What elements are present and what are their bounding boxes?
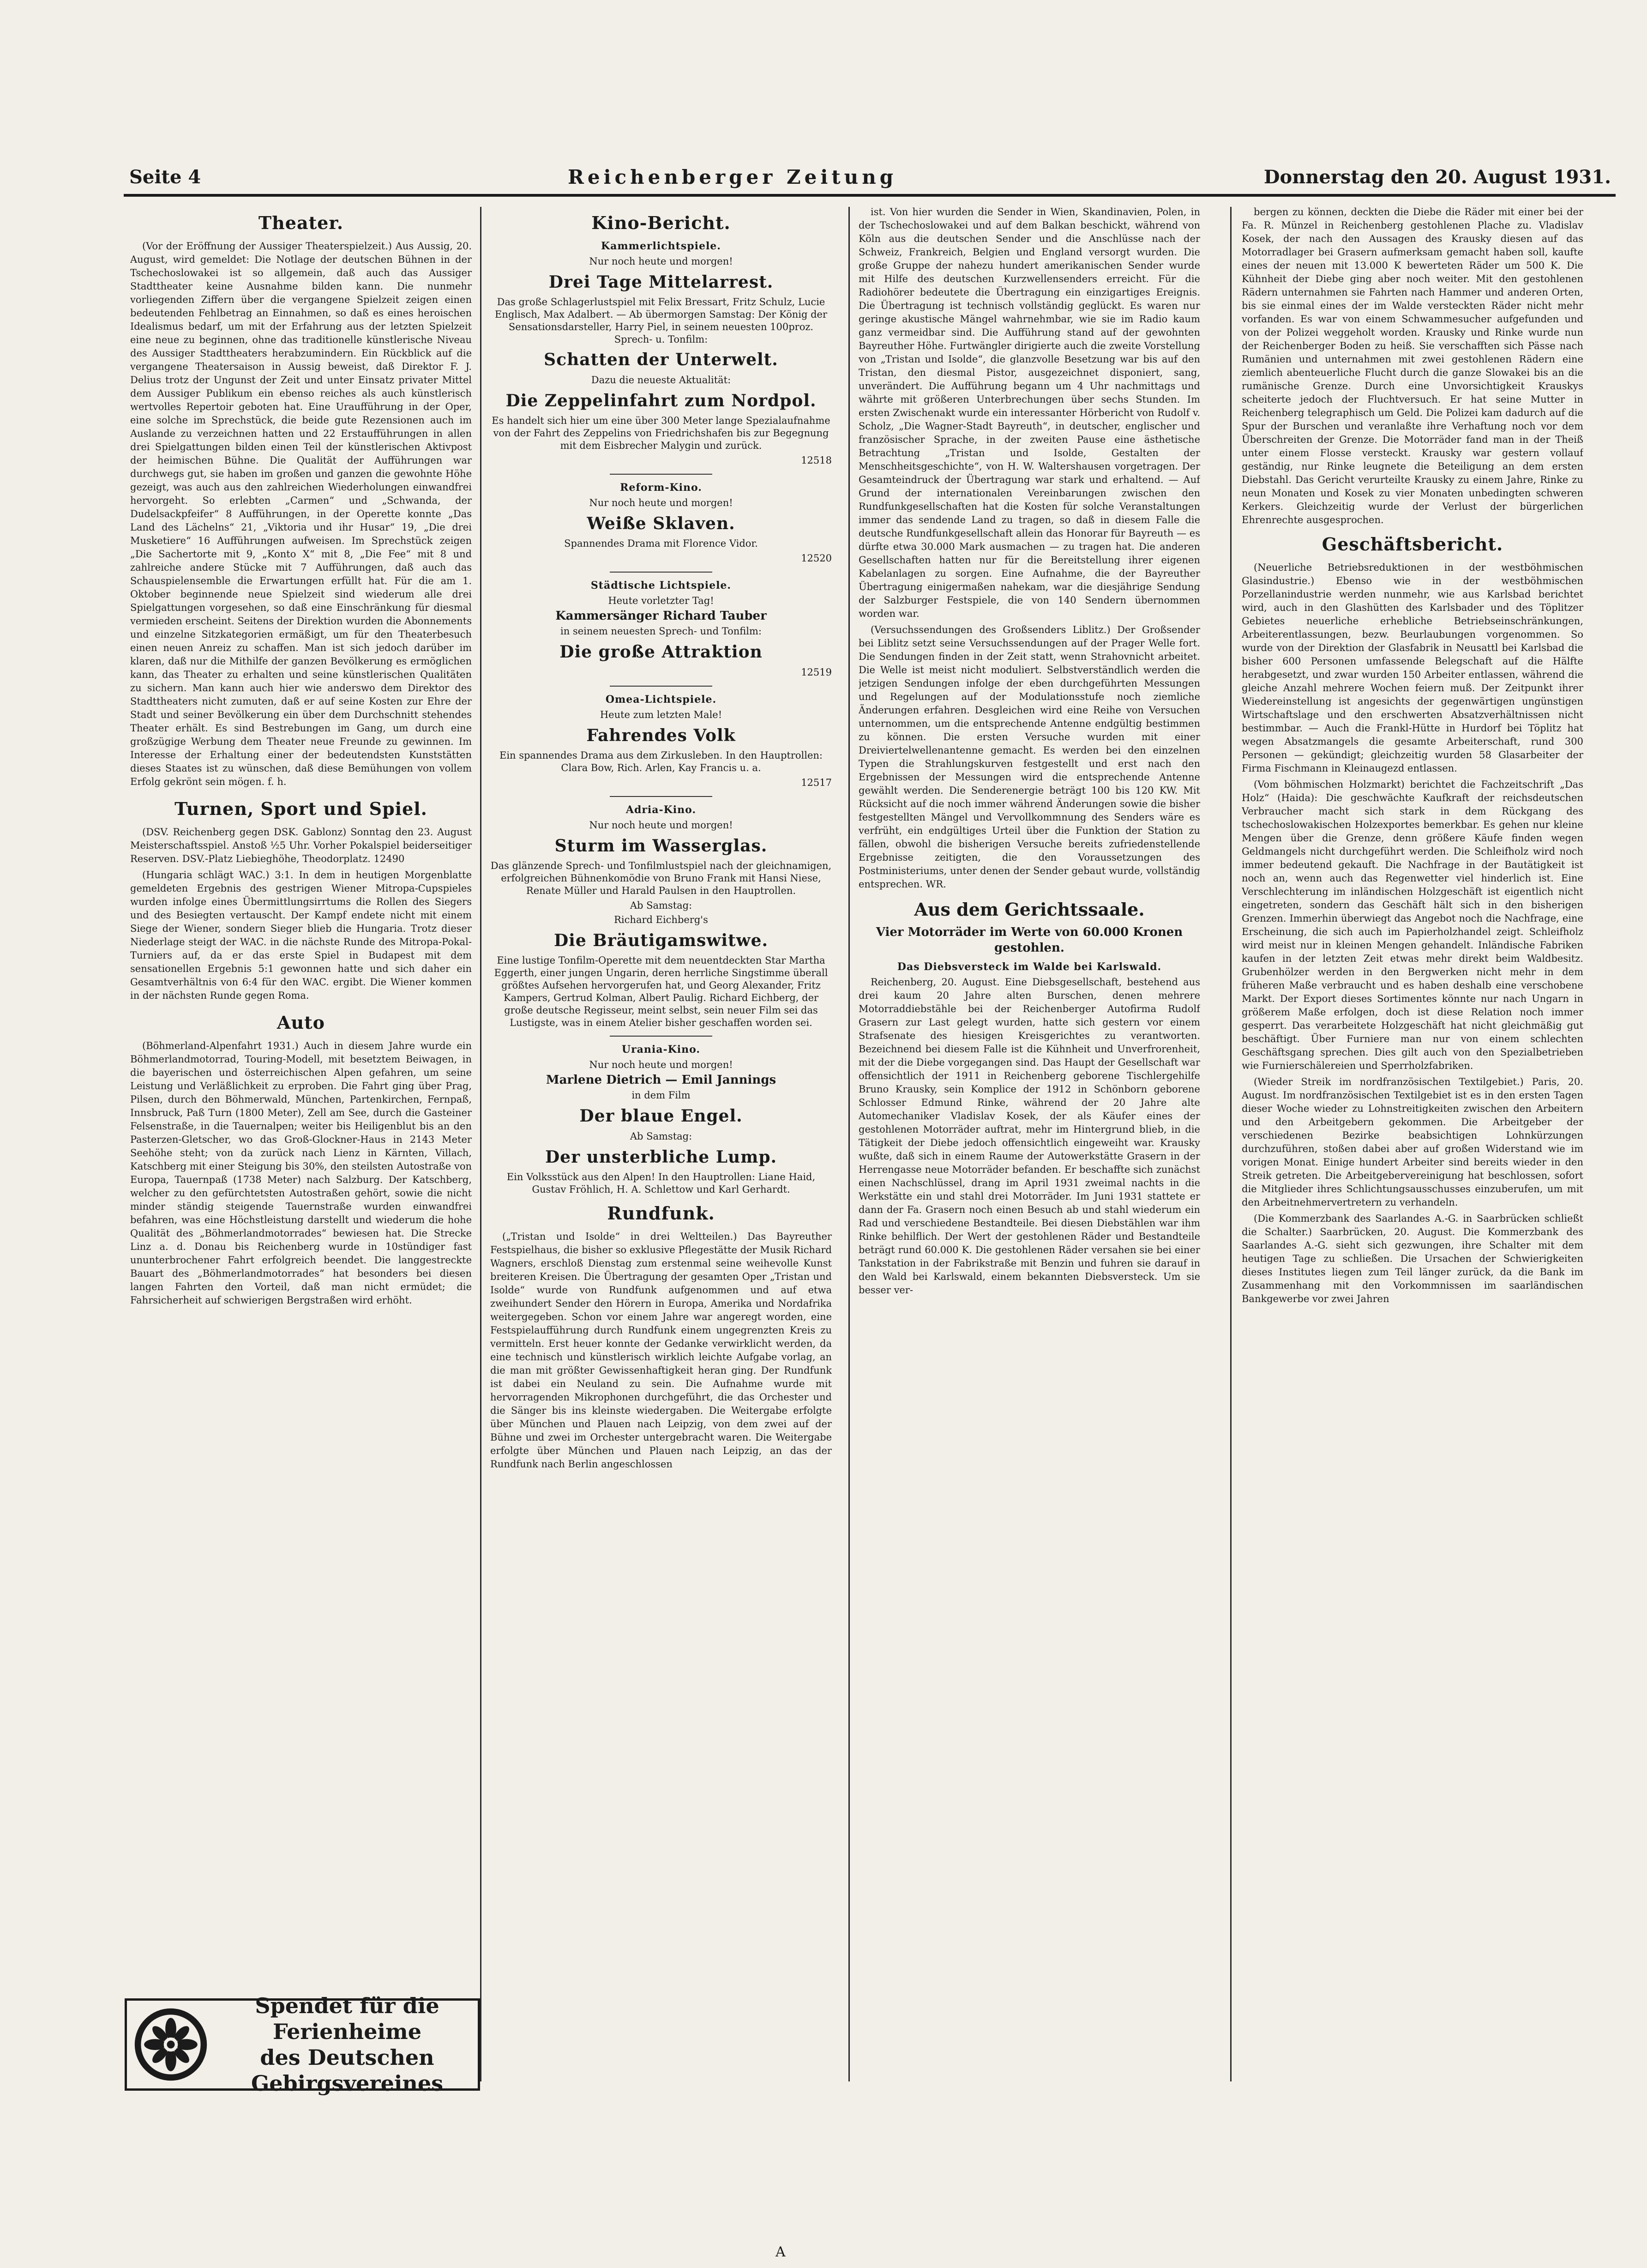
film-note: Richard Eichberg's xyxy=(614,914,708,925)
ad-line: Spendet für die xyxy=(255,1993,439,2018)
film-description: Ein spannendes Drama aus dem Zirkusleben. In den Hauptrollen: Clara Bow, Rich. Arlen, Kay Francis u. a. xyxy=(499,750,823,773)
film-description: Das große Schlagerlustspiel mit Felix Bressart, Fritz Schulz, Lucie Englisch, Max Adalbert. — Ab übermorgen Samstag: Der König der Sensationsdarsteller, Harry Piel, in seinem neuesten 100proz. Sprech- u. Tonfilm: xyxy=(494,296,828,345)
separator xyxy=(610,686,712,687)
ad-number: 12520 xyxy=(801,553,832,564)
theater-article: (Vor der Eröffnung der Aussiger Theaterspielzeit.) Aus Aussig, 20. August, wird gemeldet: Die Notlage der deutschen Bühnen in der Tschechoslowakei ist so allgemein, daß auch das Aussiger Stadttheater keine Ausnahme bilden kann. Die nunmehr vorliegenden Ziffern über die vergangene Spielzeit zeigen einen bedeutenden Fehlbetrag an Einnahmen, so daß es eines heroischen Idealismus bedarf, um mit der Erfahrung aus der letzten Spielzeit eine neue zu beginnen, ohne das traditionelle künstlerische Niveau des Aussiger Stadttheaters herabzumindern. Ein Rückblick auf die vergangene Theatersaison in Aussig beweist, daß Direktor F. J. Delius trotz der Ungunst der Zeit und unter Einsatz privater Mittel dem Aussiger Publikum ein ebenso reiches als auch künstlerisch wertvolles Repertoir geboten hat. Eine Uraufführung in der Oper, eine solche im Sprechstück, die beide gute Rezensionen auch im Auslande zu verzeichnen hatten und 22 Erstaufführungen in allen drei Spielgattungen bilden einen Teil der künstlerischen Aktivpost der heimischen Bühne. Die Qualität der Aufführungen war durchwegs gut, sie haben im großen und ganzen die gewohnte Höhe gezeigt, was auch aus den zahlreichen Wiederholungen einwandfrei hervorgeht. So erlebten „Carmen“ und „Schwanda, der Dudelsackpfeifer“ 8 Aufführungen, in der Operette konnte „Das Land des Lächelns“ 21, „Viktoria und ihr Husar“ 19, „Die drei Musketiere“ 16 Aufführungen aufweisen. Im Sprechstück zeigen „Die Sachertorte mit 9, „Konto X“ mit 8, „Die Fee“ mit 8 und zahlreiche andere Stücke mit 7 Aufführungen, daß auch das Schauspielensemble die Erwartungen erfüllt hat. Für die am 1. Oktober beginnende neue Spielzeit sind wiederum alle drei Spielgattungen vorgesehen, so daß eine Einschränkung für diesmal vermieden erscheint. Seitens der Direktion wurden die Abonnements und einzelne Sitzkategorien ermäßigt, um für den Theaterbesuch einen neuen Anreiz zu schaffen. Man ist sich jedoch darüber im klaren, daß nur die Mithilfe der ganzen Bevölkerung es ermöglichen kann, das Theater zu erhalten und seine künstlerischen Qualitäten zu sichern. Man kann auch hier wie anderswo dem Direktor des Stadttheaters nicht zumuten, daß er auf seine Kosten zur Ehre der Stadt und seiner Bevölkerung ein über dem Durchschnitt stehendes Theater erhält. Es sind Bestrebungen im Gang, um durch eine großzügige Werbung dem Theater neue Freunde zu gewinnen. Im Interesse der Erhaltung einer der bedeutendsten Kunststätten dieses Staates ist zu wünschen, daß diese Bemühungen von vollem Erfolg gekrönt sein mögen. f. h. xyxy=(130,241,472,787)
advertisement-text xyxy=(216,1993,478,2096)
cinema-listing xyxy=(490,481,832,565)
auto-heading: Auto xyxy=(277,1012,325,1033)
film-star: Marlene Dietrich — Emil Jannings xyxy=(546,1073,776,1087)
page-number: Seite 4 xyxy=(129,166,201,188)
cinema-listing xyxy=(490,579,832,679)
court-subheading-2: Das Diebsversteck im Walde bei Karlswald. xyxy=(897,961,1162,973)
ad-number: 12519 xyxy=(801,667,832,678)
separator xyxy=(610,1036,712,1037)
masthead-rule xyxy=(124,194,1616,197)
radio-article-continued: ist. Von hier wurden die Sender in Wien, Skandinavien, Polen, in der Tschechoslowakei und auf dem Balkan beschickt, während von Köln aus die deutschen Sender und die Anschlüsse nach der Schweiz, Frankreich, Belgien und England versorgt wurden. Die große Gruppe der nahezu hundert amerikanischen Sender wurde mit Hilfe des deutschen Kurzwellensenders erreicht. Für die Radiohörer bedeutete die Übertragung ein einzigartiges Ereignis. Die Übertragung ist technisch vollständig geglückt. Es waren nur geringe akustische Mängel wahrnehmbar, wie sie im Radio kaum ganz vermeidbar sind. Die Aufführung stand auf der gewohnten Bayreuther Höhe. Furtwängler dirigierte auch die zweite Vorstellung von „Tristan und Isolde“, die glanzvolle Besetzung war bis auf den Tristan, den diesmal Pistor, ausgezeichnet disponiert, sang, unverändert. Die Aufführung begann um 4 Uhr nachmittags und währte mit größeren Unterbrechungen über sechs Stunden. Im ersten Zwischenakt wurde ein interessanter Hörbericht von Rudolf v. Scholz, „Die Wagner-Stadt Bayreuth“, in deutscher, englischer und französischer Sprache, in der zweiten Pause eine ästhetische Betrachtung „Tristan und Isolde, Gestalten der Menschheitsgeschichte“, von H. W. Waltershausen vorgetragen. Der Gesamteindruck der Übertragung war stark und erhaltend. — Auf Grund der internationalen Vereinbarungen zwischen den Rundfunkgesellschaften hat die Kosten für solche Veranstaltungen immer das sendende Land zu tragen, so daß in diesem Falle die deutsche Rundfunkgesellschaft allein das Honorar für Bayreuth — es dürfte etwa 30.000 Mark ausmachen — zu tragen hat. Die anderen Gesellschaften hatten nur für die Bereitstellung ihrer eigenen Kabelanlagen zu sorgen. Eine Aufnahme, die der Bayreuther Übertragung einigermaßen nahekam, war die diesjährige Sendung der Salzburger Festspiele, die von 140 Sendern übernommen worden war. xyxy=(859,206,1200,619)
cinema-note: Nur noch heute und morgen! xyxy=(589,820,733,831)
theater-heading: Theater. xyxy=(258,212,344,233)
business-article-1: (Neuerliche Betriebsreduktionen in der westböhmischen Glasindustrie.) Ebenso wie in der westböhmischen Porzellanindustrie werden nunmehr, wie aus Karlsbad berichtet wird, auch in den Glashütten des Karlsbader und des Töplitzer Gebietes neuerliche erhebliche Betriebseinschränkungen, Arbeiterentlassungen, bezw. Beurlaubungen vorgenommen. So wurde von der Direktion der Glasfabrik in Neusattl bei Karlsbad die bisher 600 Personen umfassende Belegschaft auf die Hälfte herabgesetzt, und zwar wurden 150 Arbeiter entlassen, während die gleiche Anzahl mehrere Wochen feiern muß. Der Zeitpunkt ihrer Wiedereinstellung ist angesichts der gegenwärtigen ungünstigen Wirtschaftslage und den erschwerten Absatzverhältnissen nicht bestimmbar. — Auch die Frankl-Hütte in Hurdorf bei Töplitz hat wegen Absatzmangels die gesamte Arbeiterschaft, rund 300 Personen — gekündigt; gleichzeitig wurden 58 Glasarbeiter der Firma Fischmann in Kleinaugezd entlassen. xyxy=(1242,562,1583,774)
cinema-name: Adria-Kino. xyxy=(625,804,697,816)
film-note: Ab Samstag: xyxy=(630,900,692,911)
ad-line: des Deutschen xyxy=(260,2045,434,2070)
issue-date: Donnerstag den 20. August 1931. xyxy=(1263,166,1611,188)
film-title: Fahrendes Volk xyxy=(586,726,736,745)
court-article: Reichenberg, 20. August. Eine Diebsgesellschaft, bestehend aus drei kaum 20 Jahre alten Burschen, denen mehrere Motorraddiebstähle bei der Reichenberger Autofirma Rudolf Grasern zur Last gelegt wurden, hatte sich gestern vor einem Strafsenate des hiesigen Kreisgerichtes zu verantworten. Bezeichnend bei diesem Falle ist die Kühnheit und Unverfrorenheit, mit der die Diebe vorgegangen sind. Das Haupt der Gesellschaft war offensichtlich der 1911 in Reichenberg geborene Tischlergehilfe Bruno Krausky, sein Komplice der 1912 in Schönborn geborene Schlosser Edmund Rinke, während der 20 Jahre alte Automechaniker Vladislav Kosek, der als Käufer eines der gestohlenen Motorräder auftrat, mehr im Hintergrund blieb, in die Tätigkeit der Diebe jedoch offensichtlich eingeweiht war. Krausky wußte, daß sich in einem Raume der Autowerkstätte Grasern in der Herrengasse neue Motorräder befanden. Er beschaffte sich zunächst einen Nachschlüssel, drang im April 1931 zweimal nachts in die Werkstätte ein und stahl drei Motorräder. Im Juni 1931 stattete er dann der Fa. Grasern noch einen Besuch ab und stahl wiederum ein Rad und verschiedene Bestandteile. Bei diesen Diebstählen war ihm Rinke behilflich. Der Wert der gestohlenen Räder und Bestandteile beträgt rund 60.000 K. Die gestohlenen Räder versahen sie bei einer Tankstation in der Fabrikstraße mit Benzin und fuhren sie darauf in den Wald bei Karlswald, einem bekannten Diebsversteck. Um sie besser ver- xyxy=(859,977,1200,1296)
film-description: Das glänzende Sprech- und Tonfilmlustspiel nach der gleichnamigen, erfolgreichen Bühnenkomödie von Bruno Frank mit Hansi Niese, Renate Müller und Harald Paulsen in den Hauptrollen. xyxy=(490,860,832,896)
column-divider xyxy=(1230,207,1232,2081)
column-3 xyxy=(859,205,1200,2075)
cinema-note: Nur noch heute und morgen! xyxy=(589,1059,733,1070)
court-heading: Aus dem Gerichtssaale. xyxy=(914,899,1145,920)
business-article-2: (Vom böhmischen Holzmarkt) berichtet die Fachzeitschrift „Das Holz“ (Haida): Die geschwächte Kaufkraft der reichsdeutschen Verbraucher macht sich stark in dem Rückgang des tschechoslowakischen Holzexportes bemerkbar. Es gehen nur kleine Mengen über die Grenze, denn größere Käufe finden wegen Geldmangels nicht durchgeführt werden. Die Schleifholz wird noch immer bedeutend gekauft. Die Nachfrage in der Bautätigkeit ist noch an, wenn auch das Regenwetter viel hinderlich ist. Eine Verschlechterung im inländischen Holzgeschäft ist eigentlich nicht eingetreten, sondern das Geschäft hält sich in den bisherigen Grenzen. Immerhin überwiegt das Angebot noch die Nachfrage, eine Erscheinung, die sich auch im Papierholzhandel zeigt. Schleifholz wird meist nur in kleinen Mengen gehandelt. Inländische Fabriken kaufen in der letzten Zeit etwas mehr direkt beim Waldbesitz. Grubenhölzer werden in den Bergwerken nicht mehr in dem früheren Maße verbraucht und es haben deshalb eine verschobene Markt. Der Export dieses Sortimentes könnte nur nach Ungarn in größerem Maße erfolgen, doch ist diese Relation noch immer gesperrt. Das verarbeitete Holzgeschäft hat nicht gleichmäßig gut beschäftigt. Über Furniere man nur von einem schlechten Geschäftsgang sprechen. Dies gilt auch von den Spezialbetrieben wie Furnierschälereien und Sperrholzfabriken. xyxy=(1242,779,1583,1071)
auto-section xyxy=(130,1011,472,1307)
film-title: Die große Attraktion xyxy=(559,642,763,662)
film-title: Der blaue Engel. xyxy=(579,1106,743,1126)
kino-heading: Kino-Bericht. xyxy=(591,212,731,233)
film-note: Dazu die neueste Aktualität: xyxy=(591,374,731,386)
film-note: in seinem neuesten Sprech- und Tonfilm: xyxy=(560,626,762,637)
cinema-listing xyxy=(490,240,832,467)
sport-article-2: (Hungaria schlägt WAC.) 3:1. In dem in heutigen Morgenblatte gemeldeten Ergebnis des gestrigen Wiener Mitropa-Cupspieles wurden infolge eines Übermittlungsirrtums die Rollen des Siegers und des Besiegten vertauscht. Der Kampf endete nicht mit einem Siege der Wiener, sondern Sieger blieb die Hungaria. Trotz dieser Niederlage steigt der WAC. in die nächste Runde des Mitropa-Pokal-Turniers auf, da er das erste Spiel in Budapest mit dem sensationellen Ergebnis 5:1 gewonnen hatte und sich daher ein Gesamtverhältnis von 6:4 für den WAC. ergibt. Die Wiener kommen in der nächsten Runde gegen Roma. xyxy=(130,869,472,1001)
sport-article-1: (DSV. Reichenberg gegen DSK. Gablonz) Sonntag den 23. August Meisterschaftsspiel. Anstoß ½5 Uhr. Vorher Pokalspiel beiderseitiger Reserven. DSV.-Platz Liebieghöhe, Theodorplatz. 12490 xyxy=(130,826,472,864)
cinema-listing xyxy=(490,803,832,1029)
masthead xyxy=(129,163,1611,191)
cinema-note: Nur noch heute und morgen! xyxy=(589,497,733,508)
theater-section xyxy=(130,211,472,789)
film-note: Ab Samstag: xyxy=(630,1131,692,1142)
cinema-name: Omea-Lichtspiele. xyxy=(605,694,717,706)
cinema-name: Kammerlichtspiele. xyxy=(601,240,721,252)
cinema-listing xyxy=(490,693,832,790)
film-title: Drei Tage Mittelarrest. xyxy=(548,272,774,292)
film-title: Sturm im Wasserglas. xyxy=(554,836,768,856)
film-title: Die Bräutigamswitwe. xyxy=(553,931,769,950)
business-article-4: (Die Kommerzbank des Saarlandes A.-G. in Saarbrücken schließt die Schalter.) Saarbrücken, 20. August. Die Kommerzbank des Saarlandes A.-G. sieht sich gezwungen, ihre Schalter mit dem heutigen Tage zu schließen. Die Ursachen der Schwierigkeiten dieses Institutes liegen zum Teil länger zurück, da die Bank im Zusammenhang mit den Vorkommnissen im saarländischen Bankgewerbe vor zwei Jahren xyxy=(1242,1213,1583,1304)
film-description: Spannendes Drama mit Florence Vidor. xyxy=(564,538,758,549)
donation-advertisement xyxy=(125,1993,480,2096)
column-4 xyxy=(1242,205,1583,2075)
film-title: Weiße Sklaven. xyxy=(587,514,735,533)
newspaper-title: Reichenberger Zeitung xyxy=(567,165,897,188)
footer-mark: A xyxy=(775,2244,786,2260)
court-subheading: Vier Motorräder im Werte von 60.000 Kronen gestohlen. xyxy=(876,925,1183,955)
auto-article: (Böhmerland-Alpenfahrt 1931.) Auch in diesem Jahre wurde ein Böhmerlandmotorrad, Touring-Modell, mit besetztem Beiwagen, in die bayerischen und österreichischen Alpen gefahren, um seine Leistung und Verläßlichkeit zu erproben. Die Fahrt ging über Prag, Pilsen, durch den Böhmerwald, München, Partenkirchen, Fernpaß, Innsbruck, Paß Turn (1800 Meter), Zell am See, durch die Gasteiner Felsenstraße, in die Tauernalpen; weiter bis Heiligenblut bis an den Pasterzen-Gletscher, wo das Groß-Glockner-Haus in 2143 Meter Seehöhe steht; von da zurück nach Lienz in Kärnten, Villach, Katschberg mit einer Steigung bis 30%, den steilsten Autostraße von Europa, Tauernpaß (1738 Meter) nach Salzburg. Der Katschberg, welcher zu den gefürchtetsten Autostraßen gehört, sowie die nicht minder ständig steigende Tauernstraße wurden einwandfrei befahren, was eine Höchstleistung darstellt und wiederum die hohe Qualität des „Böhmerlandmotorrades“ bewiesen hat. Die Strecke Linz a. d. Donau bis Reichenberg wurde in 10stündiger fast ununterbrochener Fahrt erfolgreich beendet. Die langgestreckte Bauart des „Böhmerlandmotorrades“ hat besonders bei diesen langen Fahrten den Vorteil, daß man nicht ermüdet; die Fahrsicherheit auf schwierigen Bergstraßen wird erhöht. xyxy=(130,1040,472,1306)
column-divider xyxy=(480,207,481,2081)
edelweiss-emblem-icon xyxy=(132,2005,210,2084)
cinema-name: Urania-Kino. xyxy=(621,1044,701,1056)
column-2 xyxy=(490,205,832,2075)
separator xyxy=(610,474,712,475)
cinema-listing xyxy=(490,1043,832,1196)
column-1 xyxy=(130,205,472,2075)
cinema-note: Heute zum letzten Male! xyxy=(600,709,722,720)
cinema-note: Heute vorletzter Tag! xyxy=(608,595,714,606)
ad-line: Gebirgsvereines xyxy=(251,2071,444,2096)
ad-line: Ferienheime xyxy=(273,2019,421,2044)
sport-heading: Turnen, Sport und Spiel. xyxy=(174,798,427,819)
ad-number: 12518 xyxy=(801,455,832,466)
film-title: Schatten der Unterwelt. xyxy=(544,350,778,369)
film-title: Der unsterbliche Lump. xyxy=(545,1147,777,1167)
radio-article: („Tristan und Isolde“ in drei Weltteilen.) Das Bayreuther Festspielhaus, die bisher so exklusive Pflegestätte der Musik Richard Wagners, erschloß Dienstag zum erstenmal seine weihevolle Kunst breiteren Kreisen. Die Übertragung der gesamten Oper „Tristan und Isolde“ wurde von Rundfunk aufgenommen und auf etwa zweihundert Sender den Hörern in Europa, Amerika und Nordafrika weitergegeben. Schon vor einem Jahre war angeregt worden, eine Festspielaufführung durch Rundfunk einem ungegrenzten Kreis zu vermitteln. Erst heuer konnte der Gedanke verwirklicht werden, da eine technisch und künstlerisch wirklich leichte Aufgabe vorlag, an die man mit größter Gewissenhaftigkeit heran ging. Der Rundfunk ist dabei ein Neuland zu sein. Die Aufnahme wurde mit hervorragenden Mikrophonen durchgeführt, die das Orchester und die Sänger bis ins kleinste wiedergaben. Die Weitergabe erfolgte über München und Plauen nach Leipzig, von dem zwei auf der Bühne und zwei im Orchester untergebracht waren. Die Weitergabe erfolgte über München und Plauen nach Leipzig, an das der Rundfunk nach Berlin angeschlossen xyxy=(490,1231,832,1470)
court-article-continued: bergen zu können, deckten die Diebe die Räder mit einer bei der Fa. R. Münzel in Reichenberg gestohlenen Plache zu. Vladislav Kosek, der nach den Aussagen des Krausky diesen auf das Motorradlager bei Grasern aufmerksam gemacht haben soll, kaufte eines der neuen mit 13.000 K bewerteten Räder um 500 K. Die Kühnheit der Diebe ging aber noch weiter. Mit den gestohlenen Rädern unternahmen sie Fahrten nach Hammer und anderen Orten, bis sie einmal eines der im Walde versteckten Räder nicht mehr vorfanden. Es war von einem Schwammesucher aufgefunden und von der Polizei weggeholt worden. Krausky und Rinke wurde nun der Reichenberger Boden zu heiß. Sie verschafften sich Pässe nach Rumänien und unternahmen mit zwei gestohlenen Rädern eine ziemlich abenteuerliche Flucht durch die ganze Slowakei bis an die rumänische Grenze. Durch eine Unvorsichtigkeit Krauskys scheiterte jedoch der Fluchtversuch. Er hat seine Mutter in Reichenberg telegraphisch um Geld. Die Polizei kam dadurch auf die Spur der Burschen und veranlaßte ihre Verhaftung noch vor dem Überschreiten der Grenze. Die Motorräder fand man in der Theiß unter einem Flosse versteckt. Krausky war gestern vollauf geständig, nur Rinke leugnete die Beteiligung an dem ersten Diebstahl. Das Gericht verurteilte Krausky zu einem Jahre, Rinke zu neun Monaten und Kosek zu vier Monaten unbedingten schweren Kerkers. Gleichzeitig wurde der Verlust der bürgerlichen Ehrenrechte ausgesprochen. xyxy=(1242,206,1583,525)
cinema-name: Reform-Kino. xyxy=(620,482,702,494)
film-title: Die Zeppelinfahrt zum Nordpol. xyxy=(505,391,817,410)
sport-section xyxy=(130,797,472,1002)
film-description: Eine lustige Tonfilm-Operette mit dem neuentdeckten Star Martha Eggerth, einer jungen Ungarin, deren herrliche Singstimme überall größtes Aufsehen hervorgerufen hat, und Georg Alexander, Fritz Kampers, Gertrud Kolman, Albert Paulig. Richard Eichberg, der große deutsche Regisseur, meint selbst, sein neuer Film sei das Lustigste, was in einem Atelier bisher geschaffen worden sei. xyxy=(494,955,828,1028)
cinema-note: Nur noch heute und morgen! xyxy=(589,256,733,267)
business-article-3: (Wieder Streik im nordfranzösischen Textilgebiet.) Paris, 20. August. Im nordfranzösischen Textilgebiet ist es in den ersten Tagen dieser Woche wieder zu Lohnstreitigkeiten zwischen den Arbeitern und den Arbeitgebern gekommen. Die Arbeitgeber der verschiedenen Bezirke beabsichtigen Lohnkürzungen durchzuführen, stoßen dabei aber auf großen Widerstand wie im vorigen Monat. Einige hundert Arbeiter sind bereits wieder in den Streik getreten. Die Arbeitgebervereinigung hat beschlossen, sofort die Mitglieder ihres Schlichtungsausschusses einzuberufen, um mit den Arbeitnehmervertretern zu verhandeln. xyxy=(1242,1076,1583,1208)
radio-article-2: (Versuchssendungen des Großsenders Liblitz.) Der Großsender bei Liblitz setzt seine Versuchssendungen auf der Prager Welle fort. Die Sendungen finden in der Zeit statt, wenn Strahovnicht arbeitet. Die Welle ist meist nicht moduliert. Selbstverständlich werden die jetzigen Sendungen infolge der eben durchgeführten Messungen und Regelungen auf der Modulationsstufe noch ziemliche Änderungen erfahren. Desgleichen wird eine Reihe von Versuchen unternommen, um die entsprechende Antenne endgültig bestimmen zu können. Die ersten Versuche wurden mit einer Dreiviertelwellenantenne gemacht. Es werden bei den einzelnen Typen die Strahlungskurven festgestellt und erst nach den Ergebnissen der Messungen wird die entsprechende Antenne gewählt werden. Die Senderenergie beträgt 100 bis 120 KW. Mit Rücksicht auf die noch immer während Änderungen sowie die bisher festgestellten Mängel und Vervollkommnung des Senders wäre es verfrüht, ein endgültiges Urteil über die Funktion der Station zu fällen, obwohl die bisherigen Versuche bereits zufriedenstellende Ergebnisse zeitigten, die den Voraussetzungen des Postministeriums, unter denen der Sender gebaut wurde, vollständig entsprechen. WR. xyxy=(859,624,1200,890)
cinema-name: Städtische Lichtspiele. xyxy=(590,579,732,591)
film-note: in dem Film xyxy=(631,1090,691,1101)
film-description: Ein Volksstück aus den Alpen! In den Hauptrollen: Liane Haid, Gustav Fröhlich, H. A. Schlettow und Karl Gerhardt. xyxy=(506,1171,816,1195)
column-divider xyxy=(848,207,850,2081)
separator xyxy=(610,796,712,797)
radio-heading: Rundfunk. xyxy=(607,1203,715,1224)
business-heading: Geschäftsbericht. xyxy=(1322,534,1503,555)
film-star: Kammersänger Richard Tauber xyxy=(555,609,767,623)
ad-number: 12517 xyxy=(801,777,832,788)
film-description: Es handelt sich hier um eine über 300 Meter lange Spezialaufnahme von der Fahrt des Zeppelins von Friedrichshafen bis zur Begegnung mit dem Eisbrecher Malygin und zurück. xyxy=(492,415,830,451)
separator xyxy=(610,572,712,573)
